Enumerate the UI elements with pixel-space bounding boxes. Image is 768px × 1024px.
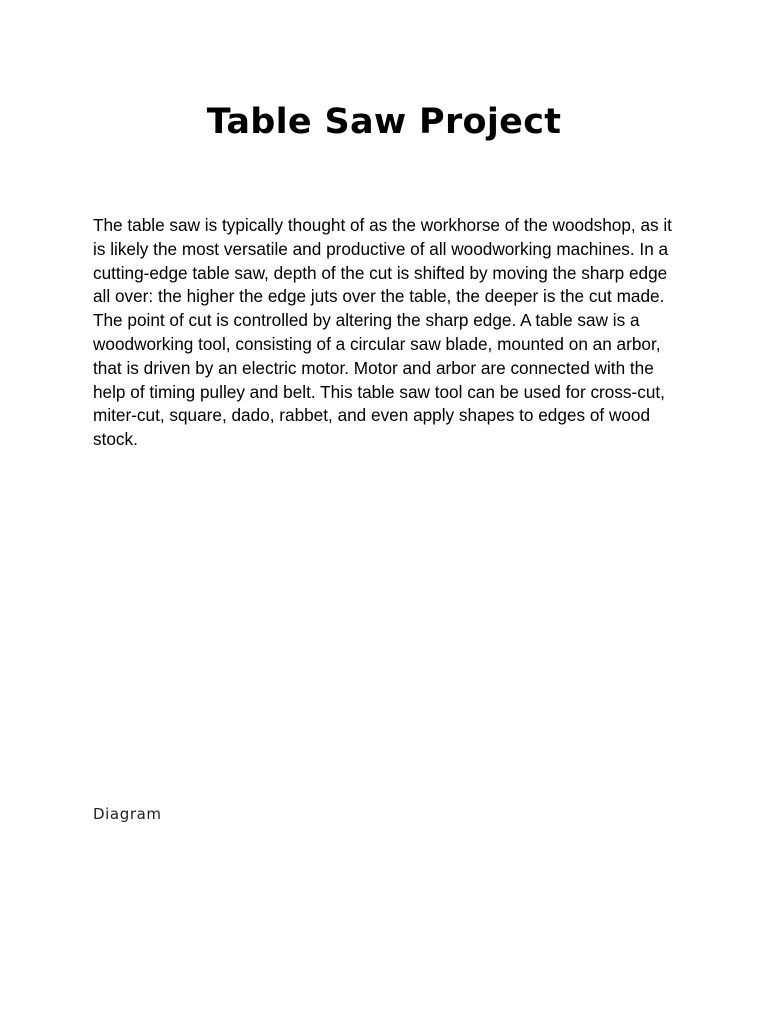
body-paragraph: The table saw is typically thought of as the workhorse of the woodshop, as it is likely the most versatile and productive of all woodworking machines. In a cutting-edge table saw, depth of the cut is shifted by moving the sharp edge all over: the higher the edge juts over the table, the deeper is the cut made. The point of cut is controlled by altering the sharp edge. A table saw is a woodworking tool, consisting of a circular saw blade, mounted on an arbor, that is driven by an electric motor. Motor and arbor are connected with the help of timing pulley and belt. This table saw tool can be used for cross-cut, miter-cut, square, dado, rabbet, and even apply shapes to edges of wood stock. xyxy=(93,215,672,450)
page-title: Table Saw Project xyxy=(206,102,562,142)
diagram-caption: Diagram xyxy=(93,805,162,823)
